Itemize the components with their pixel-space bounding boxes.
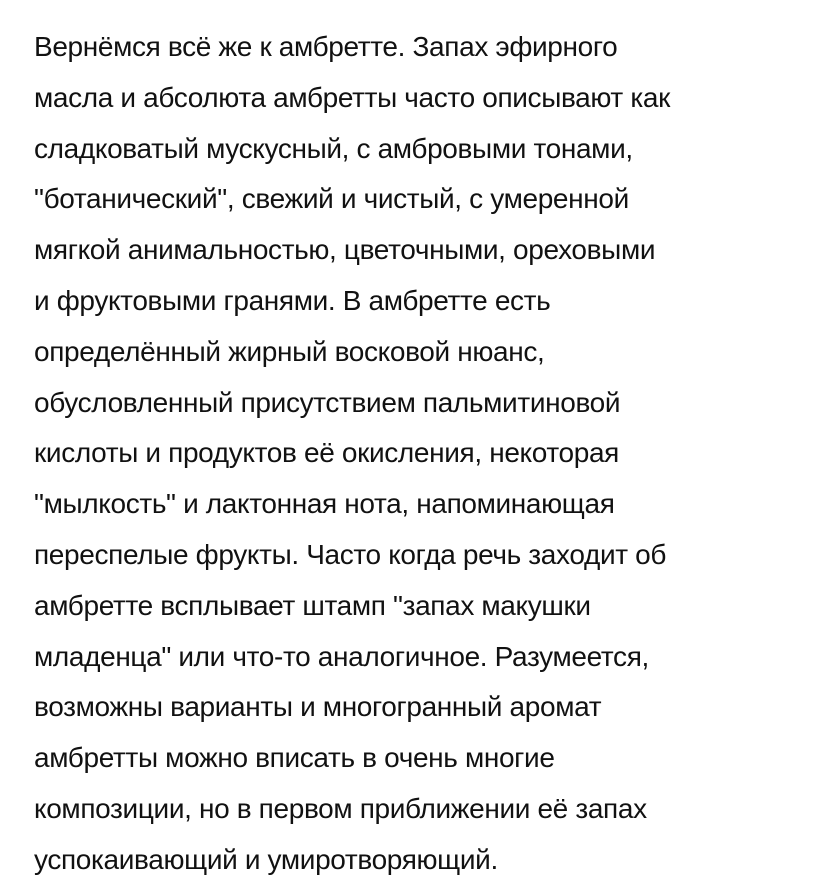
text-line: мягкой анимальностью, цветочными, ореховыми (34, 234, 656, 266)
text-line: возможны варианты и многогранный аромат (34, 691, 602, 723)
text-line: Вернёмся всё же к амбретте. Запах эфирного (34, 31, 618, 62)
text-line: обусловленный присутствием пальмитиновой (34, 386, 621, 418)
text-line: успокаивающий и умиротворяющий. (34, 843, 498, 875)
text-line: младенца" или что-то аналогичное. Разумеется, (34, 640, 649, 672)
text-line: определённый жирный восковой нюанс, (34, 335, 545, 367)
text-line: переспелые фрукты. Часто когда речь заходит об (34, 538, 667, 570)
text-line: и фруктовыми гранями. В амбретте есть (34, 284, 551, 316)
text-line: "мылкость" и лактонная нота, напоминающая (34, 488, 615, 520)
text-line: кислоты и продуктов её окисления, некоторая (34, 437, 619, 469)
text-line: амбретты можно вписать в очень многие (34, 742, 555, 774)
text-line: "ботанический", свежий и чистый, с умеренной (34, 183, 629, 215)
text-line: композиции, но в первом приближении её запах (34, 792, 647, 824)
text-line: сладковатый мускусный, с амбровыми тонами, (34, 132, 633, 164)
text-line: масла и абсолюта амбретты часто описывают как (34, 81, 670, 113)
text-line: амбретте всплывает штамп "запах макушки (34, 589, 591, 621)
body-paragraph (34, 22, 824, 886)
